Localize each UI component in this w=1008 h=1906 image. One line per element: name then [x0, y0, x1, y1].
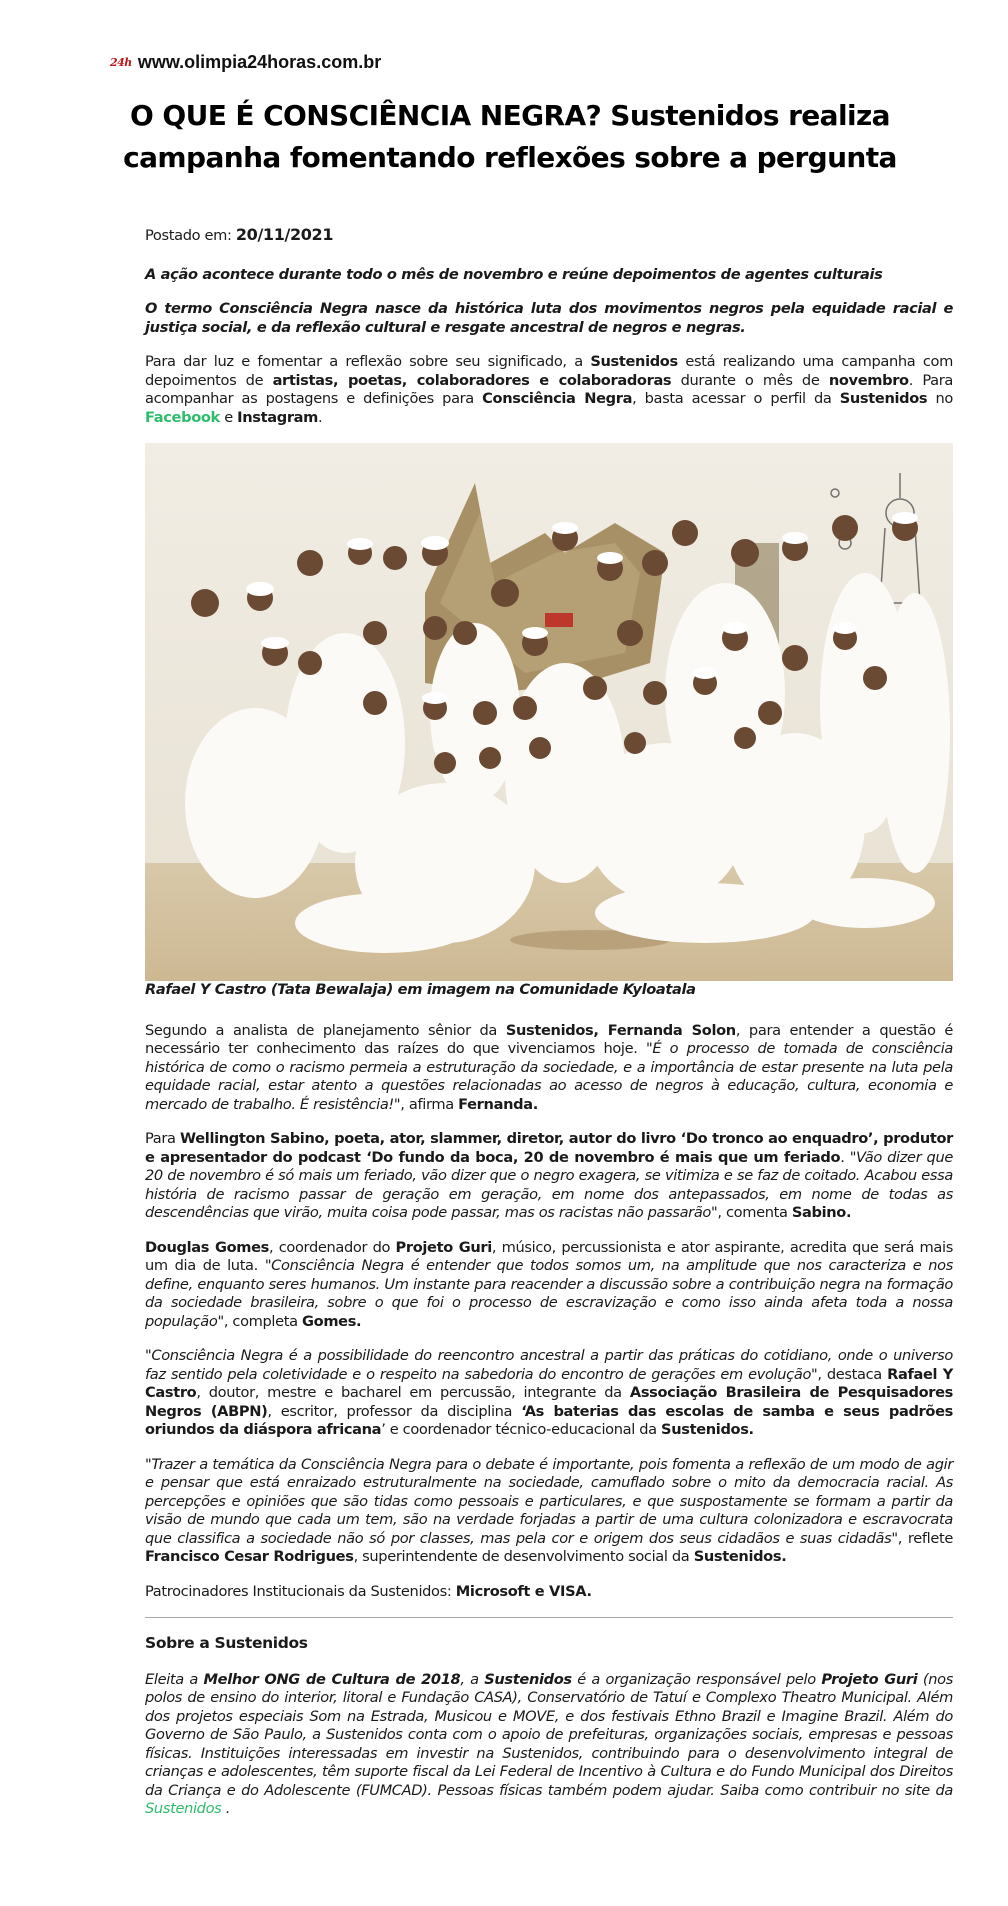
- text: , completa: [223, 1312, 303, 1330]
- text: , afirma: [400, 1095, 459, 1113]
- intro-paragraph: [145, 353, 953, 427]
- bold-text: Associação Brasileira de Pesquisadores Negros (ABPN): [145, 1384, 953, 1420]
- text: , basta acessar o perfil da: [632, 390, 840, 407]
- text: Para dar luz e fomentar a reflexão sobre seu significado, a: [145, 353, 591, 370]
- quote-text: "Consciência Negra é entender que todos somos um, na amplitude que nos caracteriza e nos define, enquanto seres humanos. Um instante para reacender a discussão sobre a contribuição negra na formação da sociedade brasileira, sobre o que foi o processo de escravização e como isso ainda afeta toda a nossa população": [145, 1257, 953, 1330]
- quote-text: "Consciência Negra é a possibilidade do reencontro ancestral a partir das práticas do cotidiano, onde o universo faz sentido pela coletividade e o respeito na sabedoria do encontro de gerações em evolução": [145, 1347, 953, 1383]
- text: , comenta: [717, 1204, 792, 1221]
- bold-text: Sustenidos: [484, 1670, 572, 1688]
- bold-text: artistas, poetas, colaboradores e colaboradoras: [272, 371, 672, 389]
- sponsors-label: Patrocinadores Institucionais da Sustenidos:: [145, 1582, 456, 1600]
- section-divider: [145, 1617, 953, 1618]
- bold-text: Sustenidos.: [661, 1421, 754, 1438]
- text: e: [219, 408, 238, 426]
- sponsors-line: [145, 1583, 953, 1602]
- text: , para entender a questão é necessário ter conhecimento das raízes do que vivenciamos hoje.: [145, 1021, 953, 1057]
- text: , a: [460, 1670, 485, 1688]
- text: , músico, percussionista e ator aspirante, acredita que será mais um dia de luta.: [145, 1238, 953, 1274]
- bold-text: Sustenidos.: [693, 1548, 787, 1565]
- bold-text: Projeto Guri: [821, 1670, 918, 1688]
- text: é a organização responsável pelo: [571, 1670, 822, 1688]
- text: , destaca: [817, 1365, 888, 1383]
- text: (nos polos de ensino do interior, litoral e Fundação CASA), Conservatório de Tatuí e Complexo Theatro Municipal. Além dos projetos especiais Som na Estrada, Musicou e MOVE, e dos festivais Ethno Brazil e Imagine Brazil. Além do Governo de São Paulo, a Sustenidos conta com o apoio de prefeituras, organizações sociais, empresas e pessoas físicas. Instituições interessadas em investir na Sustenidos, contribuindo para o desenvolvimento integral de crianças e adolescentes, têm suporte fiscal da Lei Federal de Incentivo à Cultura e do Fundo Municipal dos Direitos da Criança e do Adolescente (FUMCAD). Pessoas físicas também podem ajudar. Saiba como contribuir no site da: [145, 1670, 953, 1799]
- article-lead: O termo Consciência Negra nasce da histórica luta dos movimentos negros pela equidade racial e justiça social, e da reflexão cultural e resgate ancestral de negros e negras.: [145, 300, 953, 336]
- text: ’ e coordenador técnico-educacional da: [381, 1421, 662, 1438]
- bold-text: Fernanda.: [458, 1095, 538, 1113]
- about-heading: Sobre a Sustenidos: [145, 1634, 308, 1652]
- site-url[interactable]: www.olimpia24horas.com.br: [137, 52, 382, 72]
- site-logo[interactable]: 24h: [110, 56, 132, 69]
- quote-paragraph-fernanda: [145, 1022, 953, 1115]
- sustenidos-link[interactable]: Sustenidos: [145, 1800, 222, 1817]
- instagram-text: Instagram: [237, 408, 319, 426]
- bold-text: Rafael Y Castro: [145, 1365, 953, 1401]
- text: .: [840, 1148, 850, 1166]
- bold-text: Sabino.: [791, 1204, 852, 1221]
- bold-text: Gomes.: [302, 1312, 362, 1330]
- bold-text: Douglas Gomes: [145, 1238, 269, 1256]
- bold-text: Melhor ONG de Cultura de 2018: [203, 1670, 461, 1688]
- posted-date: 20/11/2021: [235, 225, 334, 244]
- posted-label: Postado em:: [145, 227, 232, 244]
- article-subtitle: A ação acontece durante todo o mês de novembro e reúne depoimentos de agentes culturais: [145, 265, 883, 283]
- bold-text: Francisco Cesar Rodrigues: [145, 1548, 354, 1565]
- article-body: [145, 226, 953, 1835]
- quote-paragraph-rodrigues: [145, 1456, 953, 1567]
- quote-text: "Vão dizer que 20 de novembro é só mais um feriado, vão dizer que o negro exagera, se vitimiza e se faz de coitado. Acabou essa história de racismo passar de geração em geração, em nome dos antepassados, em nome de todas as descendências que virão, muita coisa pode passar, mas os racistas não passarão": [145, 1148, 953, 1221]
- article-title: O QUE É CONSCIÊNCIA NEGRA? Sustenidos realiza campanha fomentando reflexões sobre a pergunta: [123, 99, 897, 174]
- text: , superintendente de desenvolvimento social da: [353, 1548, 694, 1565]
- bold-text: Consciência Negra: [482, 390, 633, 407]
- text: , doutor, mestre e bacharel em percussão, integrante da: [196, 1384, 630, 1401]
- group-photo: [145, 443, 953, 981]
- bold-text: Sustenidos, Fernanda Solon: [505, 1021, 736, 1039]
- quote-text: "É o processo de tomada de consciência histórica de como o racismo permeia a estruturação da sociedade, e a importância de estar presente na luta pela equidade racial, estar atento a questões relacionadas ao acesso de negros à educação, cultura, economia e mercado de trabalho. É resistência!": [145, 1040, 953, 1113]
- bold-text: novembro: [828, 371, 909, 389]
- quote-paragraph-gomes: [145, 1239, 953, 1332]
- text: Para: [145, 1130, 181, 1147]
- text: .: [318, 408, 323, 426]
- bold-text: Projeto Guri: [395, 1238, 492, 1256]
- text: , reflete: [897, 1529, 953, 1547]
- quote-text: "Trazer a temática da Consciência Negra para o debate é importante, pois fomenta a reflexão de um modo de agir e pensar que está enraizado estruturalmente na sociedade, camuflado sobre o mito da democracia racial. As percepções e opiniões que são tidas como pessoais e particulares, e que suspostamente se formam a partir da visão de mundo que cada um tem, são na verdade forjadas a partir de uma cultura colonizadora e escravocrata que classifica a sociedade não só por classes, mas pela cor e origem dos seus cidadãos e suas cidadãs": [145, 1455, 953, 1547]
- sponsors-names: Microsoft e VISA.: [455, 1582, 592, 1600]
- text: , coordenador do: [269, 1238, 396, 1256]
- text: durante o mês de: [671, 371, 829, 389]
- about-paragraph: [145, 1671, 953, 1819]
- quote-paragraph-sabino: [145, 1130, 953, 1223]
- quote-paragraph-castro: [145, 1347, 953, 1440]
- text: está realizando uma campanha com depoimentos de: [145, 353, 953, 389]
- text: no: [927, 390, 953, 407]
- text: .: [221, 1800, 230, 1817]
- photo-caption: Rafael Y Castro (Tata Bewalaja) em imagem na Comunidade Kyloatala: [145, 981, 696, 998]
- text: Segundo a analista de planejamento sênior da: [145, 1021, 506, 1039]
- site-header: [110, 52, 381, 73]
- bold-text: ‘As baterias das escolas de samba e seus padrões oriundos da diáspora africana: [145, 1402, 953, 1438]
- bold-text: Wellington Sabino, poeta, ator, slammer, diretor, autor do livro ‘Do tronco ao enquadro’, produtor e apresentador do podcast ‘Do fundo da boca, 20 de novembro é mais que um feriado: [145, 1130, 954, 1166]
- bold-text: Sustenidos: [839, 390, 928, 407]
- facebook-link[interactable]: Facebook: [145, 408, 220, 426]
- text: Eleita a: [145, 1670, 204, 1688]
- bold-text: Sustenidos: [590, 353, 678, 370]
- text: , escritor, professor da disciplina: [267, 1402, 522, 1420]
- text: . Para acompanhar as postagens e definições para: [145, 371, 953, 407]
- posted-date-line: [145, 226, 953, 246]
